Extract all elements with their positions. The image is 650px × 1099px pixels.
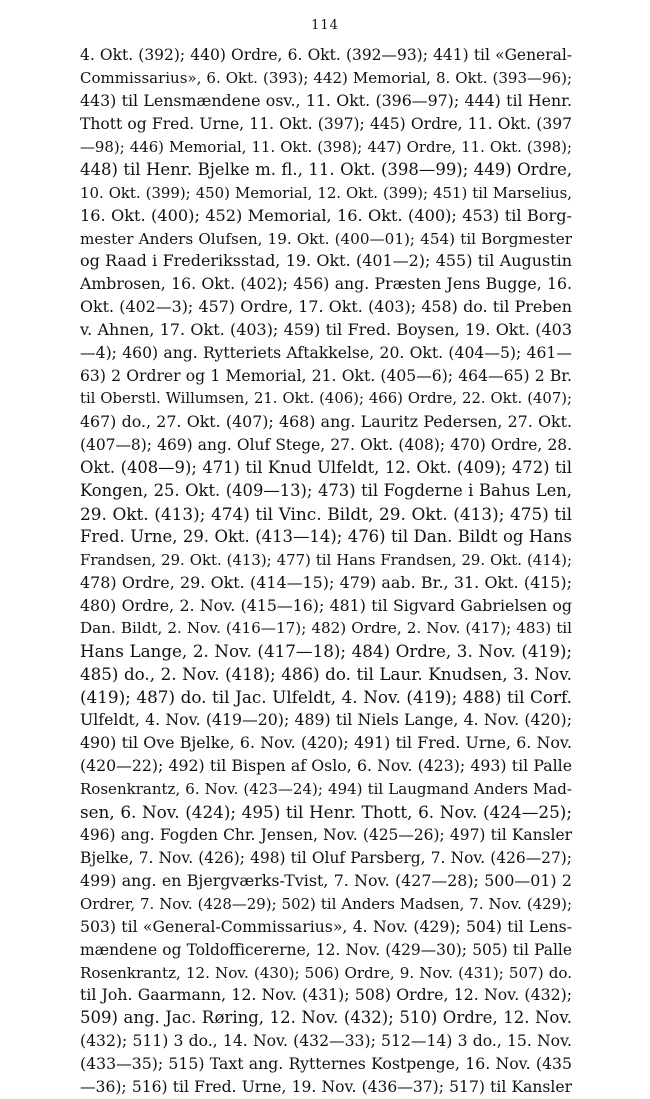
text-line: 509) ang. Jac. Røring, 12. Nov. (432); 510) Ordre, 12. Nov.	[80, 1008, 572, 1028]
text-line: til Joh. Gaarmann, 12. Nov. (431); 508) Ordre, 12. Nov. (432);	[80, 985, 572, 1005]
text-line: —98); 446) Memorial, 11. Okt. (398); 447) Ordre, 11. Okt. (398);	[80, 137, 572, 156]
text-line: Bjelke, 7. Nov. (426); 498) til Oluf Parsberg, 7. Nov. (426—27);	[80, 848, 572, 867]
text-line: mændene og Toldofficererne, 12. Nov. (429—30); 505) til Palle	[80, 940, 572, 959]
text-line: 496) ang. Fogden Chr. Jensen, Nov. (425—26); 497) til Kansler	[80, 825, 572, 844]
text-line: (433—35); 515) Taxt ang. Rytternes Kostpenge, 16. Nov. (435	[80, 1054, 572, 1074]
text-line: 63) 2 Ordrer og 1 Memorial, 21. Okt. (405—6); 464—65) 2 Br.	[80, 367, 572, 386]
body-text	[80, 44, 572, 1099]
text-line: (419); 487) do. til Jac. Ulfeldt, 4. Nov. (419); 488) til Corf.	[80, 687, 572, 708]
text-line: og Raad i Frederiksstad, 19. Okt. (401—2); 455) til Augustin	[80, 251, 572, 271]
text-line: Okt. (408—9); 471) til Knud Ulfeldt, 12. Okt. (409); 472) til	[80, 457, 572, 477]
text-line: Ulfeldt, 4. Nov. (419—20); 489) til Niels Lange, 4. Nov. (420);	[80, 710, 572, 730]
text-line: 4. Okt. (392); 440) Ordre, 6. Okt. (392—93); 441) til «General-	[80, 46, 572, 64]
text-line: Fred. Urne, 29. Okt. (413—14); 476) til Dan. Bildt og Hans	[80, 526, 572, 546]
text-line: 10. Okt. (399); 450) Memorial, 12. Okt. (399); 451) til Marselius,	[80, 183, 572, 202]
text-line: Rosenkrantz, 6. Nov. (423—24); 494) til Laugmand Anders Mad-	[80, 780, 572, 798]
text-line: 448) til Henr. Bjelke m. fl., 11. Okt. (398—99); 449) Ordre,	[80, 159, 572, 179]
text-line: 29. Okt. (413); 474) til Vinc. Bildt, 29. Okt. (413); 475) til	[80, 503, 572, 524]
text-line: Kongen, 25. Okt. (409—13); 473) til Fogderne i Bahus Len,	[80, 480, 572, 500]
text-line: 480) Ordre, 2. Nov. (415—16); 481) til Sigvard Gabrielsen og	[80, 595, 572, 615]
text-line: (432); 511) 3 do., 14. Nov. (432—33); 512—14) 3 do., 15. Nov.	[80, 1032, 572, 1051]
text-line: mester Anders Olufsen, 19. Okt. (400—01); 454) til Borgmester	[80, 229, 572, 248]
text-line: Ambrosen, 16. Okt. (402); 456) ang. Præsten Jens Bugge, 16.	[80, 274, 572, 294]
text-line: 16. Okt. (400); 452) Memorial, 16. Okt. (400); 453) til Borg-	[80, 205, 572, 225]
text-line: 499) ang. en Bjergværks-Tvist, 7. Nov. (427—28); 500—01) 2	[80, 870, 572, 890]
text-line: 485) do., 2. Nov. (418); 486) do. til Laur. Knudsen, 3. Nov.	[80, 664, 572, 685]
text-line: til Oberstl. Willumsen, 21. Okt. (406); 466) Ordre, 22. Okt. (407);	[80, 390, 572, 408]
text-line: v. Ahnen, 17. Okt. (403); 459) til Fred. Boysen, 19. Okt. (403	[80, 320, 572, 340]
text-line: Commissarius», 6. Okt. (393); 442) Memorial, 8. Okt. (393—96);	[80, 68, 572, 87]
text-line: 503) til «General-Commissarius», 4. Nov. (429); 504) til Lens-	[80, 916, 572, 936]
text-line: 443) til Lensmændene osv., 11. Okt. (396—97); 444) til Henr.	[80, 90, 572, 110]
text-line: Okt. (402—3); 457) Ordre, 17. Okt. (403); 458) do. til Preben	[80, 297, 572, 317]
text-line: Rosenkrantz, 12. Nov. (430); 506) Ordre, 9. Nov. (431); 507) do.	[80, 963, 572, 982]
text-line: Hans Lange, 2. Nov. (417—18); 484) Ordre, 3. Nov. (419);	[80, 641, 572, 662]
text-line: (407—8); 469) ang. Oluf Stege, 27. Okt. (408); 470) Ordre, 28.	[80, 435, 572, 454]
text-line: 490) til Ove Bjelke, 6. Nov. (420); 491) til Fred. Urne, 6. Nov.	[80, 733, 572, 753]
text-line: Ordrer, 7. Nov. (428—29); 502) til Anders Madsen, 7. Nov. (429);	[80, 894, 572, 913]
text-line: Dan. Bildt, 2. Nov. (416—17); 482) Ordre, 2. Nov. (417); 483) til	[80, 619, 572, 638]
text-line: —36); 516) til Fred. Urne, 19. Nov. (436—37); 517) til Kansler	[80, 1078, 572, 1097]
text-line: —4); 460) ang. Rytteriets Aftakkelse, 20. Okt. (404—5); 461—	[80, 343, 572, 363]
text-line: (420—22); 492) til Bispen af Oslo, 6. Nov. (423); 493) til Palle	[80, 756, 572, 776]
page-number: 114	[311, 18, 339, 33]
text-line: Thott og Fred. Urne, 11. Okt. (397); 445) Ordre, 11. Okt. (397	[80, 114, 572, 133]
text-line: sen, 6. Nov. (424); 495) til Henr. Thott, 6. Nov. (424—25);	[80, 801, 572, 822]
text-line: Frandsen, 29. Okt. (413); 477) til Hans Frandsen, 29. Okt. (414);	[80, 550, 572, 569]
text-line: 478) Ordre, 29. Okt. (414—15); 479) aab. Br., 31. Okt. (415);	[80, 572, 572, 592]
text-line: 467) do., 27. Okt. (407); 468) ang. Lauritz Pedersen, 27. Okt.	[80, 412, 572, 431]
